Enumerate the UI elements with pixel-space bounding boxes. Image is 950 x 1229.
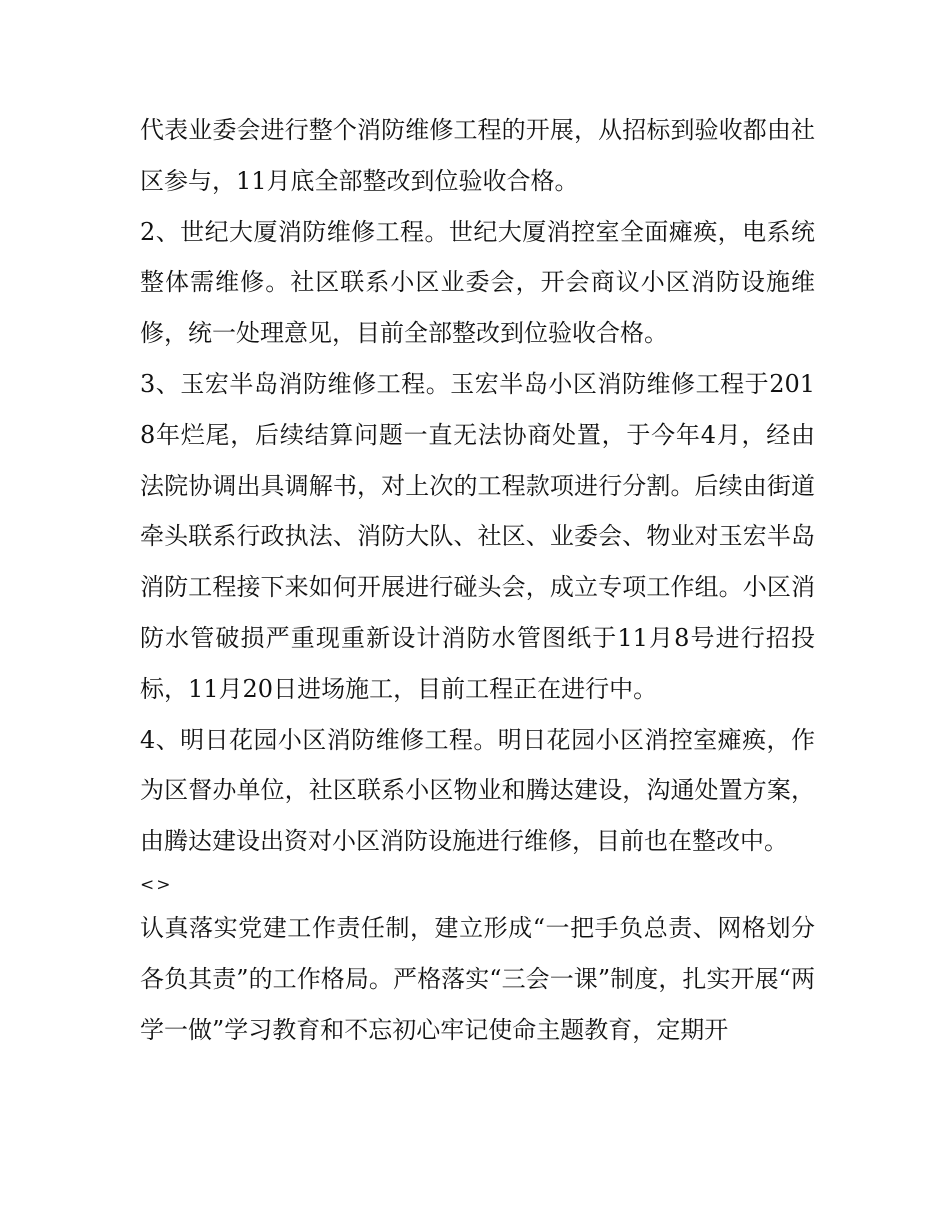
section-marker: <> xyxy=(140,874,173,895)
document-page xyxy=(140,105,815,1055)
paragraph-mingri-garden: 4、明日花园小区消防维修工程。明日花园小区消控室瘫痪，作为区督办单位，社区联系小区物业和腾达建设，沟通处置方案，由腾达建设出资对小区消防设施进行维修，目前也在整改中。 xyxy=(140,725,815,856)
paragraph-century-building: 2、世纪大厦消防维修工程。世纪大厦消控室全面瘫痪，电系统整体需维修。社区联系小区业委会，开会商议小区消防设施维修，统一处理意见，目前全部整改到位验收合格。 xyxy=(140,217,815,348)
paragraph-party-building: 认真落实党建工作责任制，建立形成“一把手负总责、网格划分各负其责”的工作格局。严格落实“三会一课”制度，扎实开展“两学一做”学习教育和不忘初心牢记使命主题教育，定期开 xyxy=(140,913,815,1044)
paragraph-community-participation: 代表业委会进行整个消防维修工程的开展，从招标到验收都由社区参与，11月底全部整改到位验收合格。 xyxy=(140,116,815,195)
paragraph-yuhong-peninsula: 3、玉宏半岛消防维修工程。玉宏半岛小区消防维修工程于2018年烂尾，后续结算问题一直无法协商处置，于今年4月，经由法院协调出具调解书，对上次的工程款项进行分割。后续由街道牵头联系行政执法、消防大队、社区、业委会、物业对玉宏半岛消防工程接下来如何开展进行碰头会，成立专项工作组。小区消防水管破损严重现重新设计消防水管图纸于11月8号进行招投标，11月20日进场施工，目前工程正在进行中。 xyxy=(140,369,815,703)
